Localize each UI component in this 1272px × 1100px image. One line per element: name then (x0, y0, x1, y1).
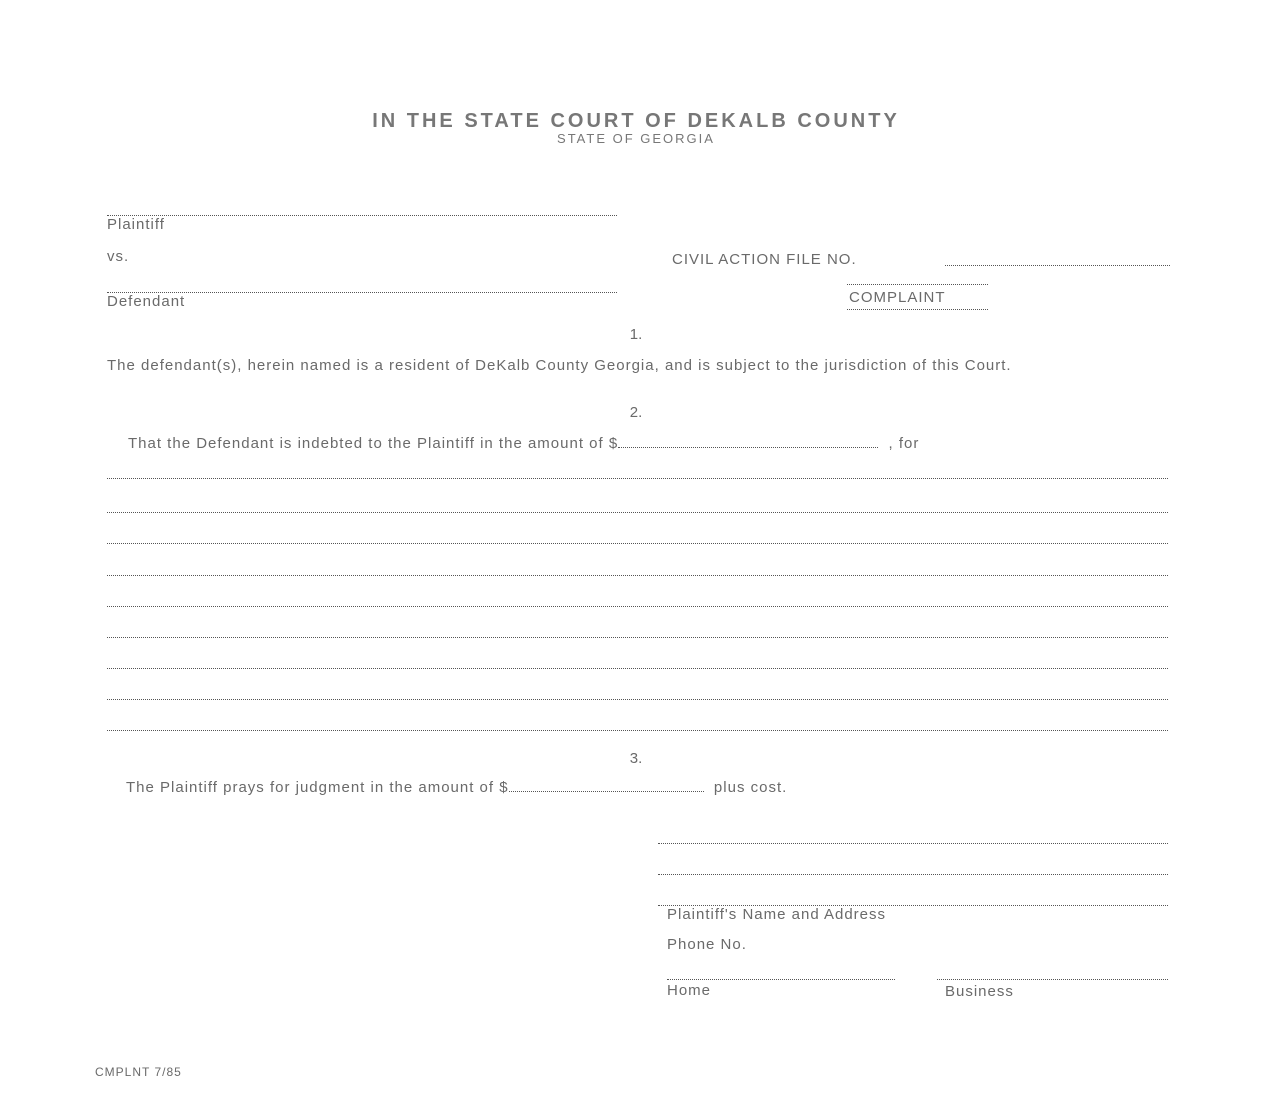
reason-line[interactable] (107, 730, 1168, 731)
reason-line[interactable] (107, 668, 1168, 669)
court-title: IN THE STATE COURT OF DEKALB COUNTY (372, 110, 900, 132)
business-phone-field[interactable] (937, 979, 1168, 980)
home-phone-field[interactable] (667, 979, 895, 980)
reason-line[interactable] (107, 543, 1168, 544)
reason-line[interactable] (107, 575, 1168, 576)
section-2-text-after: , for (888, 435, 920, 452)
section-1-text: The defendant(s), herein named is a resident of DeKalb County Georgia, and is subject to the jurisdiction of this Court. (107, 357, 1012, 374)
court-subtitle: STATE OF GEORGIA (557, 131, 715, 146)
section-2-text-before: That the Defendant is indebted to the Plaintiff in the amount of $ (128, 435, 619, 452)
home-label: Home (667, 982, 712, 999)
reason-line[interactable] (107, 637, 1168, 638)
section-2-text (128, 435, 919, 452)
business-label: Business (945, 983, 1014, 1000)
judgment-amount-field[interactable] (509, 791, 704, 792)
reason-line[interactable] (107, 478, 1168, 479)
phone-label: Phone No. (667, 936, 747, 953)
document-type: COMPLAINT (849, 289, 946, 306)
reason-line[interactable] (107, 606, 1168, 607)
file-no-field[interactable] (945, 265, 1170, 266)
section-1-number: 1. (629, 326, 643, 343)
plaintiff-label: Plaintiff (107, 216, 165, 233)
name-address-label: Plaintiff's Name and Address (667, 906, 887, 923)
section-3-text-before: The Plaintiff prays for judgment in the amount of $ (126, 779, 509, 796)
file-no-label: CIVIL ACTION FILE NO. (672, 251, 857, 268)
section-3-text (126, 779, 787, 796)
section-3-number: 3. (629, 750, 643, 767)
form-code: CMPLNT 7/85 (95, 1065, 182, 1079)
plaintiff-address-line[interactable] (658, 874, 1168, 875)
plaintiff-field[interactable] (107, 215, 617, 216)
debt-amount-field[interactable] (618, 447, 878, 448)
reason-line[interactable] (107, 699, 1168, 700)
complaint-rule-top (847, 284, 988, 285)
reason-line[interactable] (107, 512, 1168, 513)
vs-label: vs. (107, 248, 130, 265)
section-2-number: 2. (629, 404, 643, 421)
defendant-label: Defendant (107, 293, 186, 310)
section-3-text-after: plus cost. (713, 779, 788, 796)
plaintiff-name-line[interactable] (658, 843, 1168, 844)
complaint-rule-bottom (847, 309, 988, 310)
